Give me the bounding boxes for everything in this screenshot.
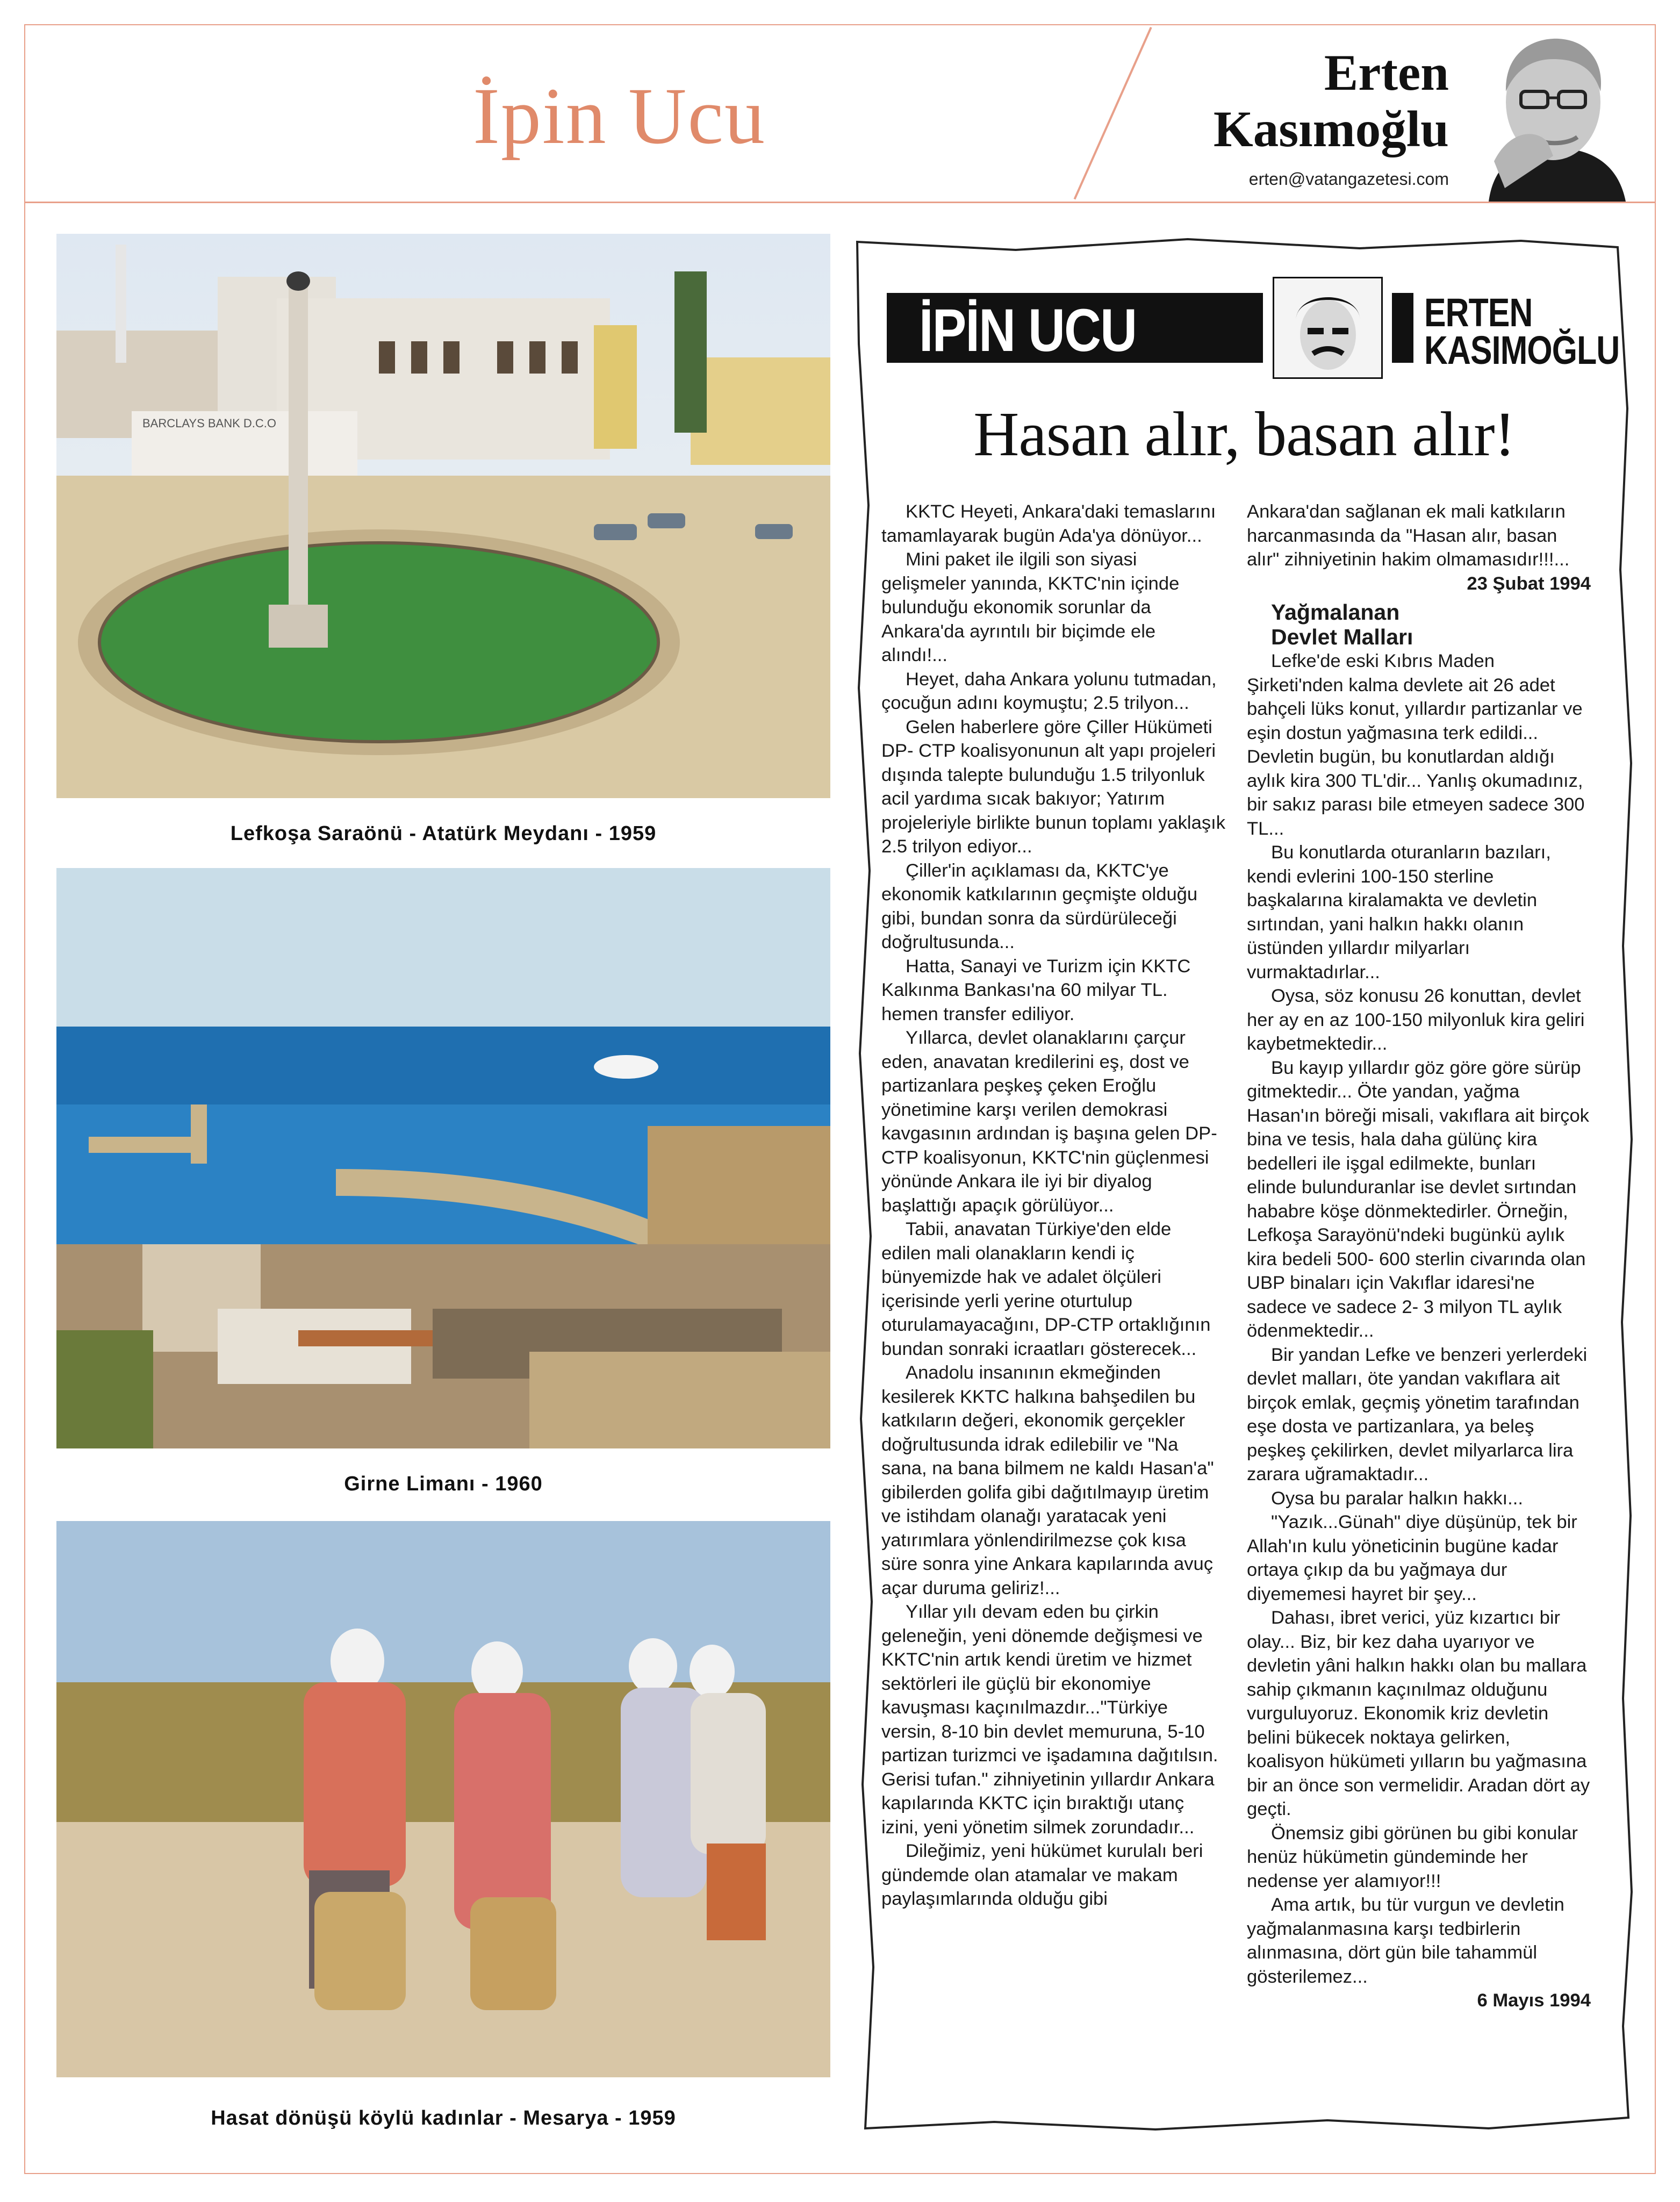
photo-caption: Lefkoşa Saraönü - Atatürk Meydanı - 1959	[230, 822, 657, 845]
article-paragraph: Ama artık, bu tür vurgun ve devletin yağmalanmasına karşı tedbirlerin alınmasına, dört gün bile tahammül gösterilemez...	[1247, 1895, 1564, 1987]
article-paragraph: Bu kayıp yıllardır göz göre göre sürüp gitmektedir... Öte yandan, yağma Hasan'ın böreği misali, vakıflara ait birçok bina ve tesis, hala daha gülünç kira bedelleri ile işgal edilmekte, bunları elinde bulunduranlar ise devlet sırtından hababre köşe dönmektedirler. Örneğin, Lefkoşa Sarayönü'ndeki bugünkü aylık kira bedeli 500- 600 sterlin civarında olan UBP binaları için Vakıflar idaresi'ne sadece ve sadece 2- 3 milyon TL aylık ödenmektedir...	[1247, 1057, 1589, 1341]
article-paragraph: Gelen haberlere göre Çiller Hükümeti DP- CTP koalisyonunun alt yapı projeleri dışında talepte bulunduğu 1.5 trilyonluk acil yardıma sıcak bakıyor; Yatırım projeleriyle birlikte bunun toplamı yaklaşık 2.5 trilyon ediyor...	[881, 716, 1225, 857]
article-column-left	[881, 500, 1225, 1911]
article-paragraph: "Yazık...Günah" diye düşünüp, tek bir Allah'ın kulu yöneticinin bugüne kadar ortaya çıkıp da bu yağmaya dur diyememesi hayret bir şey...	[1247, 1512, 1577, 1604]
author-last-name: Kasımoğlu	[1213, 101, 1449, 157]
article-paragraph: Lefke'de eski Kıbrıs Maden Şirketi'nden kalma devlete ait 26 adet bahçeli lüks konut, yıllardır partizanlar ve eşin dostun yağmasına terk edildi... Devletin bugün, bu konutlardan aldığı aylık kira 300 TL'dir... Yanlış okumadınız, bir sakız parası bile etmeyen sadece 300 TL...	[1247, 651, 1585, 839]
article-date: 6 Mayıs 1994	[1477, 1990, 1591, 2011]
article-paragraph: KKTC Heyeti, Ankara'daki temaslarını tamamlayarak bugün Ada'ya dönüyor...	[881, 501, 1216, 546]
article-paragraph: Dahası, ibret verici, yüz kızartıcı bir olay... Biz, bir kez daha uyarıyor ve devletin yâni halkın hakkı olan bu mallara sahip çıkmanın kaçınılmaz olduğunu vurguluyoruz. Ekonomik kriz devletin belini bükecek noktaya gelirken, koalisyon hükümeti yılların bu yağmasına bir an önce son vermelidir. Aradan dört ay geçti.	[1247, 1608, 1590, 1819]
author-email[interactable]: erten@vatangazetesi.com	[1248, 169, 1449, 189]
photo-lefkosa-square	[56, 234, 830, 798]
photo-caption: Girne Limanı - 1960	[344, 1473, 543, 1495]
photo-caption: Hasat dönüşü köylü kadınlar - Mesarya - 1959	[211, 2107, 676, 2129]
column-title: İpin Ucu	[473, 71, 766, 161]
article-paragraph: Çiller'in açıklaması da, KKTC'ye ekonomik katkılarının geçmişte olduğu gibi, bundan sonra da sürdürüleceği doğrultusunda...	[881, 860, 1198, 952]
article-paragraph: Tabii, anavatan Türkiye'den elde edilen mali olanakların kendi iç bünyemizde hak ve adalet ölçüleri içerisinde yerli yerine oturtulup oturulamayacağını, DP-CTP ortaklığının bundan sonraki icraatları gösterecek...	[881, 1219, 1211, 1359]
author-first-name: Erten	[1324, 44, 1449, 101]
banner-author-photo	[1273, 277, 1383, 379]
banner-title: İPİN UCU	[919, 297, 1137, 364]
banner-author-last: KASIMOĞLU	[1424, 328, 1620, 372]
article-paragraph: Oysa bu paralar halkın hakkı...	[1271, 1488, 1523, 1509]
author-portrait	[1473, 27, 1634, 202]
article-date: 23 Şubat 1994	[1467, 573, 1591, 594]
article-paragraph: Oysa, söz konusu 26 konuttan, devlet her ay en az 100-150 milyonluk kira geliri kaybetmektedir...	[1247, 986, 1585, 1054]
photo-harvest-women	[56, 1521, 830, 2077]
banner-author-first: ERTEN	[1424, 290, 1533, 335]
article-paragraph: Anadolu insanının ekmeğinden kesilerek KKTC halkına bahşedilen bu katkıların değeri, ekonomik gerçekler doğrultusunda idrak edilebilir ve "Na sana, na bana bilmem ne kaldı Hasan'a" gibilerden golifa gibi dağıtılmayıp üretim ve istihdam olanağı yaratacak yeni yatırımlara yönlendirilmezse çok kısa süre sonra yine Ankara kapılarında avuç açar duruma geliriz!...	[881, 1362, 1214, 1598]
bank-sign: BARCLAYS BANK D.C.O	[142, 417, 276, 430]
article-paragraph: Yıllarca, devlet olanaklarını çarçur eden, anavatan kredilerini eş, dost ve partizanlara peşkeş çeken Eroğlu yönetimine karşı verilen demokrasi kavgasının ardından iş başına gelen DP- CTP koalisyonun, KKTC'nin güçlenmesi yönünde Ankara ile iyi bir diyalog başlattığı apaçık görülüyor...	[881, 1028, 1217, 1216]
article-paragraph: Önemsiz gibi görünen bu gibi konular henüz hükümetin gündeminde her nedense yer alamıyor!!!	[1247, 1823, 1578, 1891]
article-column-right	[1247, 500, 1591, 2013]
article-paragraph: Ankara'dan sağlanan ek mali katkıların harcanmasında da "Hasan alır, basan alır" zihniyetinin hakim olmamasıdır!!!...	[1247, 501, 1570, 570]
article-headline: Hasan alır, basan alır!	[973, 399, 1515, 469]
banner-black-bar	[1392, 293, 1413, 363]
article-paragraph: Dileğimiz, yeni hükümet kurulalı beri gündemde olan atamalar ve makam paylaşımlarında olduğu gibi	[881, 1841, 1203, 1909]
clipping-banner	[887, 277, 1620, 379]
article-paragraph: Bir yandan Lefke ve benzeri yerlerdeki devlet malları, öte yandan vakıflara ait birçok emlak, geçmiş yönetim tarafından eşe dosta ve partizanlara, ya beleş peşkeş çekilirken, devlet milyarlarca lira zarara uğramaktadır...	[1247, 1344, 1588, 1484]
article-subheading: Devlet Malları	[1271, 625, 1413, 649]
newspaper-clipping	[855, 236, 1634, 2134]
article-subheading: Yağmalanan	[1271, 600, 1400, 625]
article-paragraph: Heyet, daha Ankara yolunu tutmadan, çocuğun adını koymuştu; 2.5 trilyon...	[881, 669, 1217, 713]
article-paragraph: Bu konutlarda oturanların bazıları, kendi evlerini 100-150 sterline başkalarına kiralamakta ve devletin sırtından, yani halkın hakkı olanın üstünden yıllardır milyarları vurmaktadırlar...	[1247, 842, 1551, 982]
header-rule	[24, 202, 1656, 203]
photo-girne-harbour	[56, 868, 830, 1448]
article-paragraph: Hatta, Sanayi ve Turizm için KKTC Kalkınma Bankası'na 60 milyar TL. hemen transfer ediliyor.	[881, 956, 1191, 1024]
article-paragraph: Mini paket ile ilgili son siyasi gelişmeler yanında, KKTC'nin içinde bulunduğu ekonomik sorunlar da Ankara'da ayrıntılı bir biçimde ele alındı!...	[881, 549, 1180, 665]
article-paragraph: Yıllar yılı devam eden bu çirkin geleneğin, yeni dönemde değişmesi ve KKTC'nin artık kendi üretim ve hizmet sektörleri ile güçlü bir ekonomiye kavuşması kaçınılmazdır..."Türkiye versin, 8-10 bin devlet memuruna, 5-10 partizan turizmci ve işadamına dağıtılsın. Gerisi tufan." zihniyetinin yıllardır Ankara kapılarında KKTC için bıraktığı utanç izini, yeni yönetim silmek zorundadır...	[881, 1602, 1218, 1838]
